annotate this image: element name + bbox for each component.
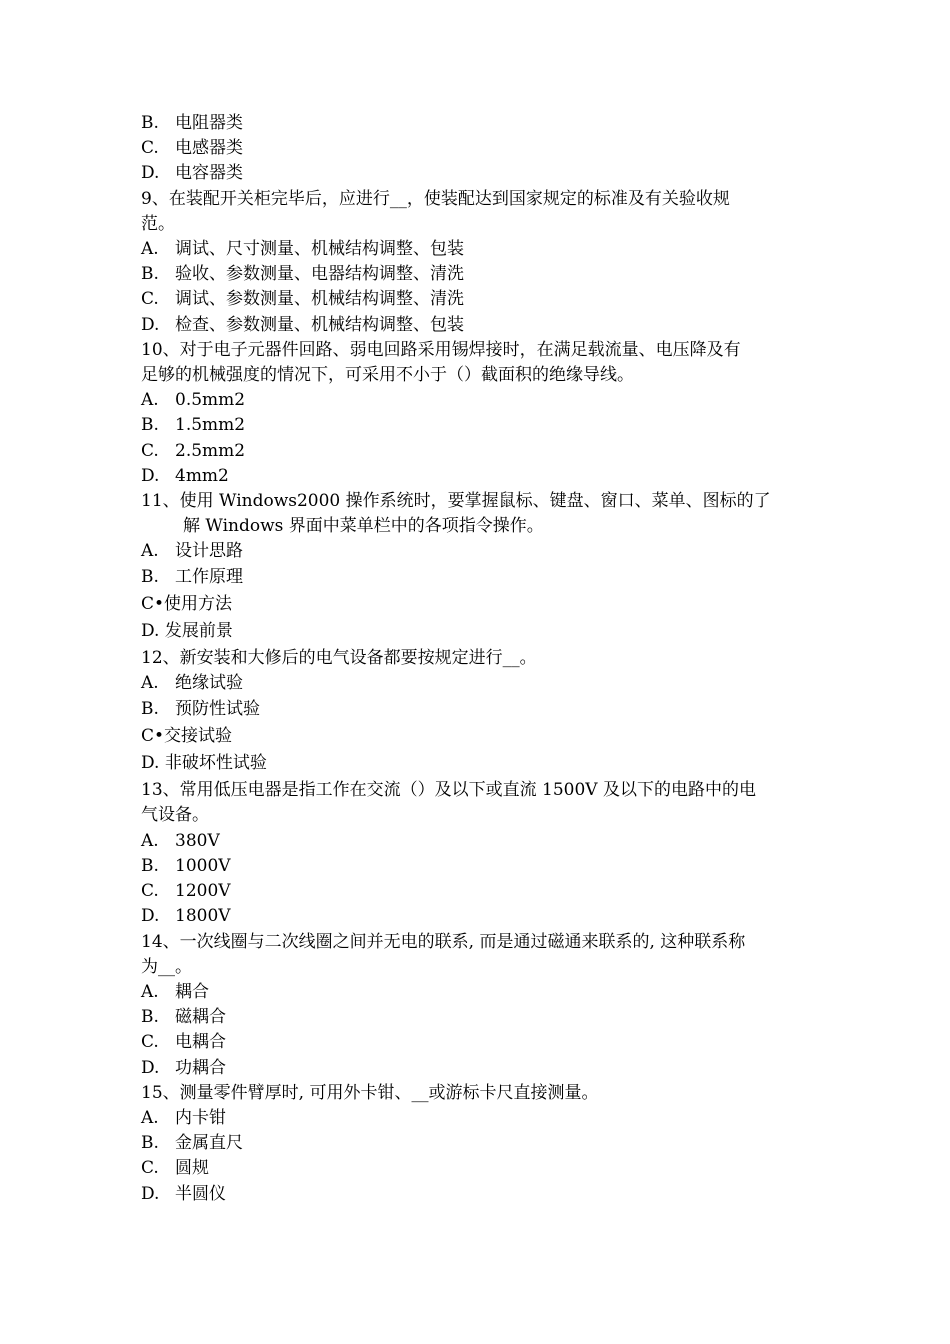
option-line [141,980,813,1005]
option-text: 2.5mm2 [175,440,246,461]
option-text: 1800V [175,906,231,927]
option-text: C•交接试验 [141,725,233,746]
option-text: 电耦合 [175,1032,226,1053]
option-text: 1000V [175,855,231,876]
option-text: 电感器类 [175,138,243,159]
option-text: 工作原理 [175,566,243,587]
question-text-line: 13、常用低压电器是指工作在交流（）及以下或直流 1500V 及以下的电路中的电 [141,780,756,801]
option-line [141,879,813,904]
question-9 [141,187,813,237]
option-letter: C. [141,1032,159,1053]
option-text: 圆规 [175,1158,209,1179]
option-letter: B. [141,113,159,133]
option-line [141,1056,813,1081]
option-letter: B. [141,1007,159,1028]
option-line [141,697,813,722]
option-text: 检查、参数测量、机械结构调整、包装 [175,314,464,335]
question-text-line: 9、在装配开关柜完毕后，应进行__，使装配达到国家规定的标准及有关验收规 [141,188,730,209]
document-body [141,111,813,1207]
option-letter: B. [141,264,159,285]
option-letter: A. [141,1107,159,1128]
option-line [141,1182,813,1207]
option-letter: A. [141,830,159,851]
option-letter: D. [141,314,160,335]
option-letter: C. [141,440,159,461]
option-text: 半圆仪 [175,1183,226,1204]
option-line [141,829,813,854]
question-12 [141,646,813,671]
option-text: 0.5mm2 [175,390,246,411]
option-text: 磁耦合 [175,1007,226,1028]
option-line [141,313,813,338]
option-letter: A. [141,981,159,1002]
option-text: 调试、参数测量、机械结构调整、清洗 [175,289,464,310]
option-line [141,287,813,312]
option-line [141,619,813,644]
question-text-line: 气设备。 [141,805,209,826]
question-11 [141,489,813,539]
question-10 [141,338,813,388]
option-letter: B. [141,415,159,436]
question-13 [141,778,813,828]
question-text-line: 12、新安装和大修后的电气设备都要按规定进行__。 [141,648,537,669]
option-line [141,1156,813,1181]
option-letter: B. [141,566,159,587]
option-letter: B. [141,1133,159,1154]
option-line [141,388,813,413]
option-text: 金属直尺 [175,1133,243,1154]
option-text: 4mm2 [175,465,229,486]
option-letter: A. [141,541,159,562]
option-letter: A. [141,390,159,411]
option-text: 380V [175,830,220,851]
option-text: D. 发展前景 [141,621,233,642]
option-text: C•使用方法 [141,593,233,614]
option-line [141,111,813,136]
question-text-line: 14、一次线圈与二次线圈之间并无电的联系, 而是通过磁通来联系的, 这种联系称 [141,931,746,952]
question-text-line: 解 Windows 界面中菜单栏中的各项指令操作。 [183,516,544,537]
question-text-line: 11、使用 Windows2000 操作系统时，要掌握鼠标、键盘、窗口、菜单、图标的了 [141,491,771,512]
option-letter: A. [141,239,159,260]
option-text: 电阻器类 [175,113,243,133]
option-text: 调试、尺寸测量、机械结构调整、包装 [175,239,464,260]
option-line [141,565,813,590]
option-text: 预防性试验 [175,698,260,719]
option-line [141,161,813,186]
option-text: 内卡钳 [175,1107,226,1128]
question-15 [141,1081,813,1106]
option-letter: D. [141,163,160,184]
option-line [141,136,813,161]
option-line [141,439,813,464]
question-text-line: 为__。 [141,956,192,977]
option-line [141,262,813,287]
option-text: 功耦合 [175,1057,226,1078]
option-letter: C. [141,138,159,159]
option-letter: C. [141,289,159,310]
option-line [141,1106,813,1131]
option-letter: B. [141,855,159,876]
question-text-line: 15、测量零件臂厚时, 可用外卡钳、__或游标卡尺直接测量。 [141,1082,599,1103]
option-line [141,724,813,749]
option-letter: D. [141,906,160,927]
option-line [141,539,813,564]
option-text: 电容器类 [175,163,243,184]
option-letter: A. [141,673,159,694]
option-text: 1.5mm2 [175,415,246,436]
option-text: 1200V [175,881,231,902]
option-line [141,413,813,438]
option-letter: C. [141,1158,159,1179]
option-line [141,904,813,929]
option-letter: D. [141,1057,160,1078]
option-text: 绝缘试验 [175,673,243,694]
option-line [141,464,813,489]
option-line [141,1005,813,1030]
option-letter: D. [141,1183,160,1204]
option-text: 设计思路 [175,541,243,562]
option-line [141,592,813,617]
option-text: 验收、参数测量、电器结构调整、清洗 [175,264,464,285]
option-letter: D. [141,465,160,486]
option-line [141,751,813,776]
question-text-line: 足够的机械强度的情况下，可采用不小于（）截面积的绝缘导线。 [141,365,634,386]
option-line [141,1131,813,1156]
option-line [141,854,813,879]
option-line [141,237,813,262]
option-letter: C. [141,881,159,902]
question-text-line: 范。 [141,213,175,234]
question-14 [141,930,813,980]
option-line [141,1030,813,1055]
option-letter: B. [141,698,159,719]
option-text: 耦合 [175,981,209,1002]
question-text-line: 10、对于电子元器件回路、弱电回路采用锡焊接时，在满足载流量、电压降及有 [141,339,741,360]
option-text: D. 非破坏性试验 [141,753,267,774]
option-line [141,671,813,696]
